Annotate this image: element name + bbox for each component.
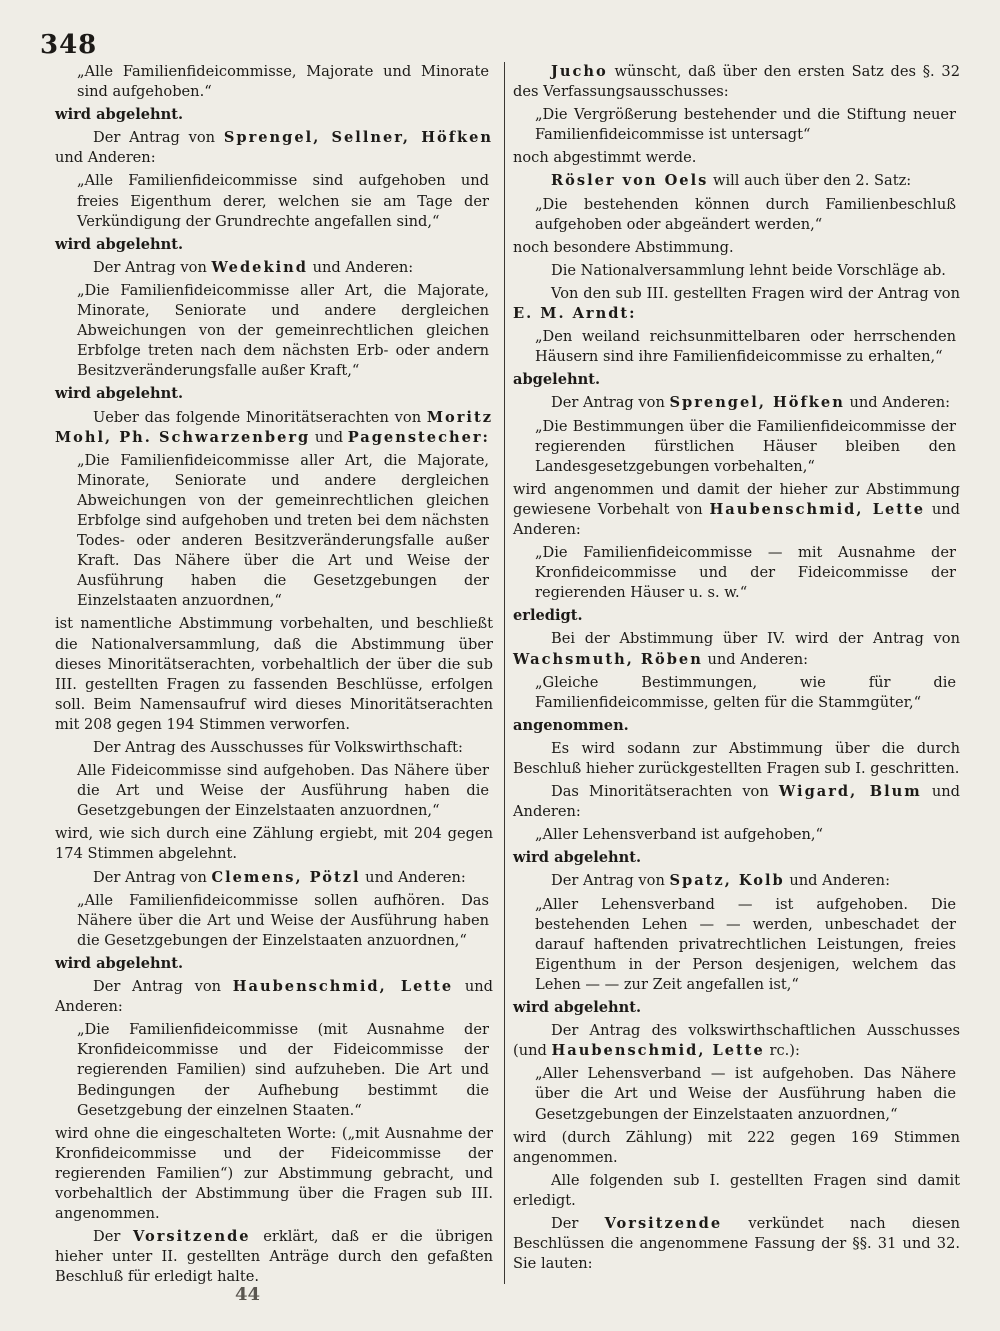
quote-paragraph: „Aller Lehensverband ist aufgehoben,“ — [535, 826, 824, 844]
motion-intro: Jucho wünscht, daß über den ersten Satz des §. 32 des Verfassungsausschusses: — [513, 63, 961, 101]
quote-paragraph: „Die bestehenden können durch Familienbeschluß aufgehoben oder abgeändert werden,“ — [535, 195, 956, 233]
motion-intro: Rösler von Oels will auch über den 2. Satz: — [551, 172, 912, 190]
spaced-names: Haubenschmid, Lette — [551, 1042, 765, 1060]
quote-paragraph: „Alle Familienfideicommisse, Majorate und Minorate sind aufgehoben.“ — [77, 63, 489, 101]
motion-intro: Der Antrag des Ausschusses für Volkswirthschaft: — [93, 739, 463, 756]
spaced-names: E. M. Arndt: — [513, 305, 637, 323]
result-paragraph: ist namentliche Abstimmung vorbehalten, und beschließt die Nationalversammlung, daß die Abstimmung über dieses Minoritätserachten, vorbehaltlich der über die sub III. gestellten Fragen zu fassenden Beschlüsse, erfolgen soll. Beim Namensaufruf wird dieses Minoritätserachten mit 208 gegen 194 Stimmen verworfen. — [55, 615, 493, 733]
column-divider — [504, 62, 505, 1284]
quote-paragraph: „Die Familienfideicommisse — mit Ausnahme der Kronfideicommisse und der Fideicommisse der regierenden Häuser u. s. w.“ — [535, 544, 956, 602]
quote-paragraph: „Alle Familienfideicommisse sind aufgehoben und freies Eigenthum derer, welchen sie am Tage der Verkündigung der Grundrechte angefallen sind,“ — [77, 172, 489, 230]
motion-intro: Der Antrag von Clemens, Pötzl und Anderen: — [93, 868, 466, 886]
spaced-names: Haubenschmid, Lette — [232, 978, 454, 996]
statement-paragraph: Es wird sodann zur Abstimmung über die durch Beschluß hieher zurückgestellten Fragen sub I. geschritten. — [513, 739, 960, 777]
motion-intro: Der Antrag von Spatz, Kolb und Anderen: — [551, 872, 890, 890]
spaced-names: Sprengel, Sellner, Höfken — [223, 129, 493, 147]
quote-paragraph: „Die Familienfideicommisse aller Art, die Majorate, Minorate, Seniorate und andere dergleichen Abweichungen von der gemeinrechtlichen gleichen Erbfolge sind aufgehoben und treten bei dem nächsten Todes- oder anderen Besitzveränderungsfalle außer Kraft. Das Nähere über die Art und Weise der Ausführung haben die Gesetzgebungen der Einzelstaaten anzuordnen,“ — [77, 451, 489, 610]
motion-intro: Von den sub III. gestellten Fragen wird der Antrag von E. M. Arndt: — [513, 284, 960, 323]
spaced-names: Moritz Mohl, Ph. Schwarzenberg — [55, 408, 494, 446]
verdict-text: erledigt. — [513, 607, 583, 625]
result-paragraph: wird angenommen und damit der hieher zur Abstimmung gewiesene Vorbehalt von Haubenschmid, Lette und Anderen: — [513, 480, 960, 538]
spaced-names: Pagenstecher: — [347, 428, 490, 446]
left-column — [55, 62, 493, 1290]
motion-intro: Der Antrag von Sprengel, Sellner, Höfken und Anderen: — [55, 129, 493, 167]
motion-intro: Der Antrag von Sprengel, Höfken und Anderen: — [551, 394, 951, 412]
motion-intro: Der Antrag von Wedekind und Anderen: — [93, 258, 414, 276]
motion-intro: Der Antrag des volkswirthschaftlichen Ausschusses (und Haubenschmid, Lette rc.): — [513, 1022, 960, 1060]
motion-intro: Der Antrag von Haubenschmid, Lette und Anderen: — [55, 978, 493, 1016]
spaced-names: Wedekind — [211, 258, 308, 276]
motion-intro: Der Vorsitzende erklärt, daß er die übrigen hieher unter II. gestellten Anträge durch den gefaßten Beschluß für erledigt halte. — [55, 1228, 494, 1286]
spaced-names: Jucho — [551, 63, 608, 80]
quote-paragraph: „Die Vergrößerung bestehender und die Stiftung neuer Familienfideicommisse ist untersagt“ — [535, 106, 956, 144]
motion-intro: Bei der Abstimmung über IV. wird der Antrag von Wachsmuth, Röben und Anderen: — [513, 630, 960, 668]
spaced-names: Clemens, Pötzl — [211, 868, 361, 886]
quote-paragraph: „Die Familienfideicommisse aller Art, die Majorate, Minorate, Seniorate und andere dergleichen Abweichungen von der gemeinrechtlichen gleichen Erbfolge treten nach dem nächsten Erb- oder andern Besitzveränderungsfalle außer Kraft,“ — [77, 281, 489, 380]
quote-paragraph: „Die Familienfideicommisse (mit Ausnahme der Kronfideicommisse und der Fideicommisse der regierenden Familien) sind aufzuheben. Die Art und Bedingungen der Aufhebung bestimmt die Gesetzgebung der einzelnen Staaten.“ — [77, 1021, 489, 1119]
quote-paragraph: Alle Fideicommisse sind aufgehoben. Das Nähere über die Art und Weise der Ausführung haben die Gesetzgebungen der Einzelstaaten anzuordnen,“ — [77, 762, 489, 820]
result-paragraph: wird, wie sich durch eine Zählung ergiebt, mit 204 gegen 174 Stimmen abgelehnt. — [55, 825, 493, 863]
verdict-text: wird abgelehnt. — [513, 999, 642, 1017]
quote-paragraph: „Gleiche Bestimmungen, wie für die Familienfideicommisse, gelten für die Stammgüter,“ — [535, 673, 956, 711]
statement-paragraph: Alle folgenden sub I. gestellten Fragen sind damit erledigt. — [513, 1171, 960, 1209]
result-paragraph: wird ohne die eingeschalteten Worte: („mit Ausnahme der Kronfideicommisse und der Fideicommisse der regierenden Familien“) zur Abstimmung gebracht, und vorbehaltlich der Abstimmung über die Fragen sub III. angenommen. — [55, 1124, 493, 1223]
page-number: 348 — [40, 30, 98, 60]
motion-intro: Der Vorsitzende verkündet nach diesen Beschlüssen die angenommene Fassung der §§. 31 und 32. Sie lauten: — [513, 1214, 961, 1273]
verdict-text: wird abgelehnt. — [55, 385, 184, 403]
result-paragraph: wird (durch Zählung) mit 222 gegen 169 Stimmen angenommen. — [513, 1128, 960, 1166]
result-paragraph: noch besondere Abstimmung. — [513, 238, 734, 256]
verdict-text: angenommen. — [513, 716, 629, 734]
quote-paragraph: „Den weiland reichsunmittelbaren oder herrschenden Häusern sind ihre Familienfideicommisse zu erhalten,“ — [535, 328, 956, 366]
quote-paragraph: „Aller Lehensverband — ist aufgehoben. Das Nähere über die Art und Weise der Ausführung haben die Gesetzgebungen der Einzelstaaten anzuordnen,“ — [535, 1065, 956, 1123]
statement-paragraph: Die Nationalversammlung lehnt beide Vorschläge ab. — [551, 261, 946, 279]
spaced-names: Vorsitzende — [133, 1228, 251, 1246]
spaced-names: Spatz, Kolb — [669, 872, 785, 890]
quote-paragraph: „Aller Lehensverband — ist aufgehoben. Die bestehenden Lehen — — werden, unbeschadet der darauf haftenden privatrechtlichen Leistungen, freies Eigenthum in der Person desjenigen, welchem das Lehen — — zur Zeit angefallen ist,“ — [535, 895, 956, 993]
verdict-text: wird abgelehnt. — [55, 954, 184, 972]
result-paragraph: noch abgestimmt werde. — [513, 149, 697, 167]
verdict-text: wird abgelehnt. — [55, 235, 184, 253]
spaced-names: Vorsitzende — [604, 1214, 723, 1232]
verdict-text: wird abgelehnt. — [55, 106, 184, 124]
verdict-text: abgelehnt. — [513, 371, 601, 389]
right-column — [513, 62, 960, 1277]
quote-paragraph: „Alle Familienfideicommisse sollen aufhören. Das Nähere über die Art und Weise der Ausführung haben die Gesetzgebungen der Einzelstaaten anzuordnen,“ — [77, 891, 489, 949]
motion-intro: Das Minoritätserachten von Wigard, Blum und Anderen: — [513, 783, 960, 821]
footer-signature-mark: 44 — [235, 1284, 261, 1305]
verdict-text: wird abgelehnt. — [513, 849, 642, 867]
spaced-names: Sprengel, Höfken — [669, 394, 845, 412]
spaced-names: Rösler von Oels — [551, 172, 709, 190]
spaced-names: Wigard, Blum — [778, 783, 922, 801]
motion-intro: Ueber das folgende Minoritätserachten von Moritz Mohl, Ph. Schwarzenberg und Pagenstecher: — [55, 408, 494, 446]
spaced-names: Wachsmuth, Röben — [513, 650, 703, 668]
spaced-names: Haubenschmid, Lette — [709, 500, 926, 518]
quote-paragraph: „Die Bestimmungen über die Familienfideicommisse der regierenden fürstlichen Häuser bleiben den Landesgesetzgebungen vorbehalten,“ — [535, 417, 956, 475]
